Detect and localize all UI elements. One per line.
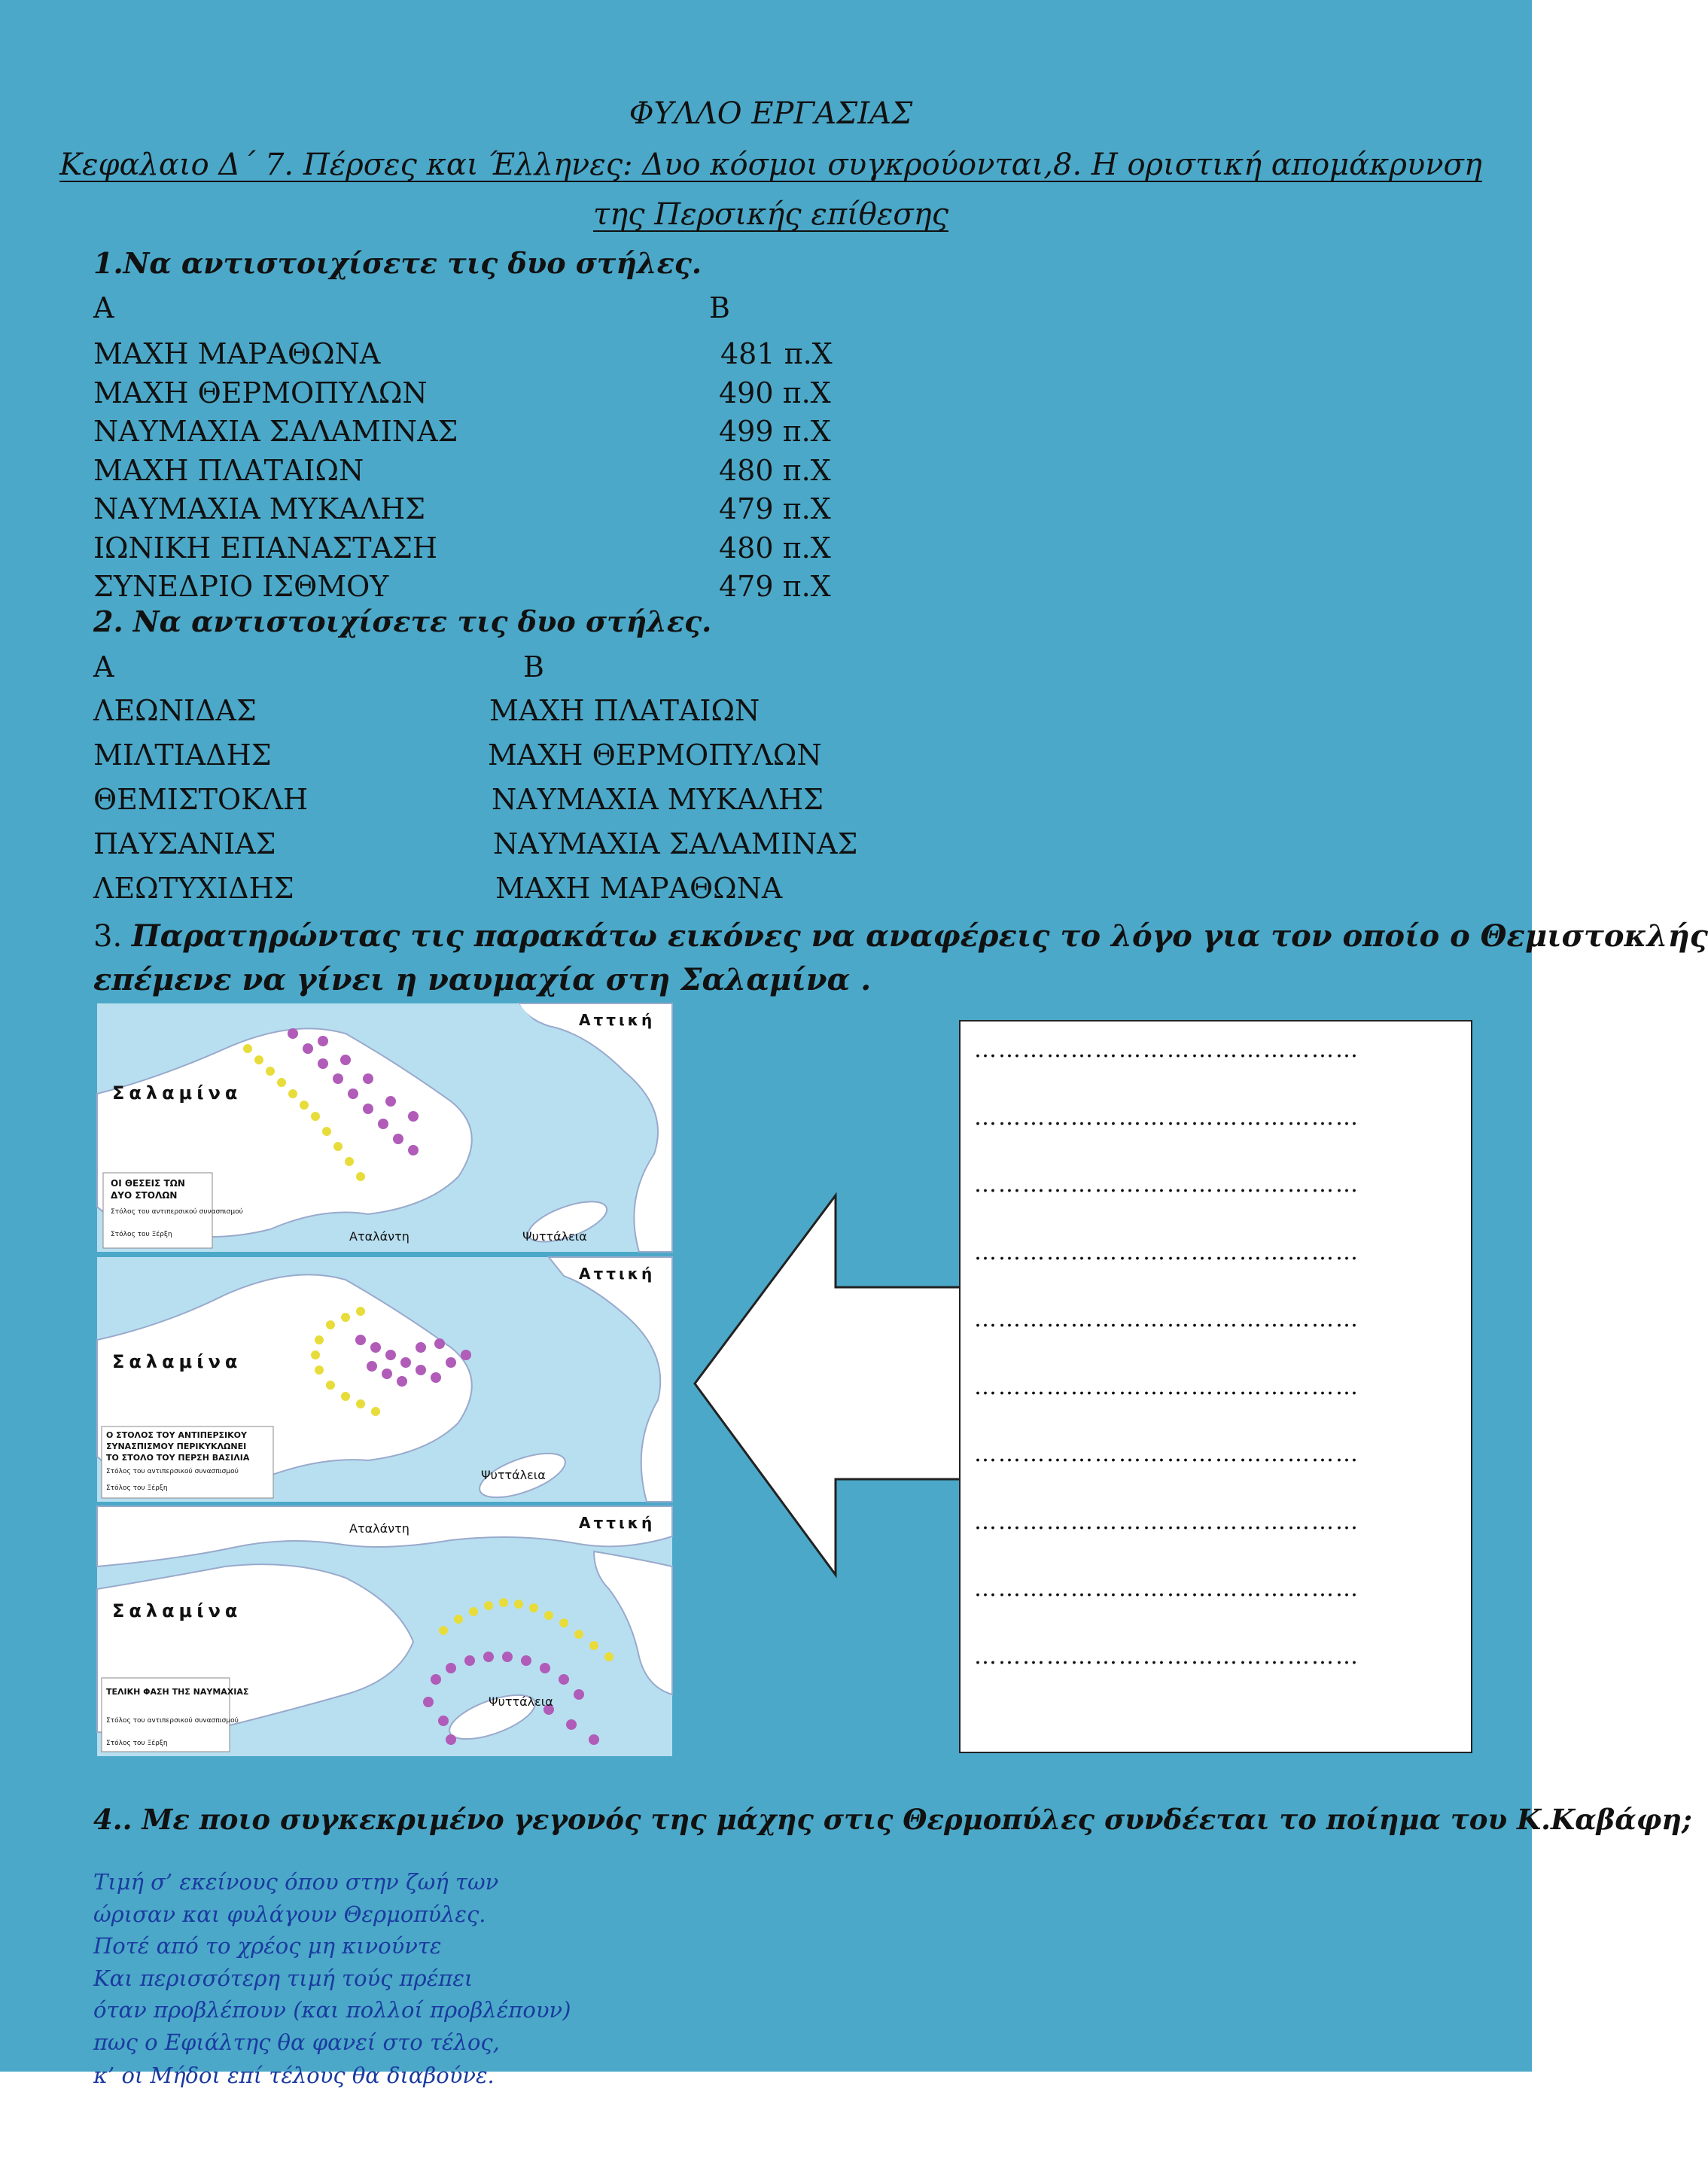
poem-line: κ’ οι Μήδοι επί τέλους θα διαβούνε. [93, 2063, 495, 2088]
map2-legend-title-1: Ο ΣΤΟΛΟΣ ΤΟΥ ΑΝΤΙΠΕΡΣΙΚΟΥ [106, 1430, 247, 1440]
answer-line[interactable]: ………………………………………… [974, 1508, 1359, 1535]
map1-place-atalanti: Αταλάντη [349, 1229, 409, 1244]
poem-line: πως ο Εφιάλτης θα φανεί στο τέλος, [93, 2029, 500, 2055]
exercise2-item-a: ΛΕΩΝΙΔΑΣ [93, 694, 257, 727]
answer-line[interactable]: ………………………………………… [974, 1643, 1359, 1670]
chapter-subtitle-line2: της Περσικής επίθεσης [592, 197, 949, 232]
exercise2-question: 2. Να αντιστοιχίσετε τις δυο στήλες. [93, 604, 712, 638]
exercise1-item-a: ΙΩΝΙΚΗ ΕΠΑΝΑΣΤΑΣΗ [93, 531, 438, 565]
exercise3-question-text: Παρατηρώντας τις παρακάτω εικόνες να αναφέρεις το λόγο για τον οποίο ο Θεμιστοκλής [131, 918, 1708, 954]
exercise1-item-b: 479 π.Χ [719, 570, 831, 603]
answer-line[interactable]: ………………………………………… [974, 1037, 1359, 1063]
map3-attica-label: Αττική [579, 1514, 656, 1532]
poem-line: ώρισαν και φυλάγουν Θερμοπύλες. [93, 1901, 486, 1927]
exercise2-item-b: ΜΑΧΗ ΜΑΡΑΘΩΝΑ [495, 872, 783, 905]
map1-legend-allied: Στόλος του αντιπερσικού συνασπισμού [111, 1208, 243, 1216]
map1-attica-label: Αττική [579, 1011, 656, 1029]
answer-line[interactable]: ………………………………………… [974, 1238, 1359, 1265]
exercise1-question: 1.Να αντιστοιχίσετε τις δυο στήλες. [93, 246, 702, 280]
answer-line[interactable]: ………………………………………… [974, 1576, 1359, 1602]
exercise2-item-b: ΝΑΥΜΑΧΙΑ ΣΑΛΑΜΙΝΑΣ [493, 827, 858, 860]
exercise2-item-b: ΜΑΧΗ ΘΕΡΜΟΠΥΛΩΝ [488, 738, 822, 772]
map1-place-psyttaleia: Ψυττάλεια [522, 1229, 587, 1244]
exercise2-col-a-header: Α [93, 650, 114, 684]
answer-line[interactable]: ………………………………………… [974, 1441, 1359, 1467]
map2-legend-persian: Στόλος του Ξέρξη [106, 1484, 168, 1492]
answer-line[interactable]: ………………………………………… [974, 1373, 1359, 1400]
exercise3-number: 3. [93, 919, 123, 954]
map2-legend-title-2: ΣΥΝΑΣΠΙΣΜΟΥ ΠΕΡΙΚΥΚΛΩΝΕΙ [106, 1442, 247, 1451]
salamis-map-2-drawing [97, 1257, 672, 1502]
exercise3-question-line2: επέμενε να γίνει η ναυμαχία στη Σαλαμίνα . [93, 962, 872, 997]
exercise1-item-b: 499 π.Χ [719, 415, 831, 448]
exercise3-question-line1 [93, 918, 1708, 954]
exercise3-answer-box[interactable] [959, 1020, 1472, 1753]
exercise1-item-b: 490 π.Χ [719, 376, 831, 410]
map2-salamis-label: Σαλαμίνα [112, 1351, 242, 1372]
exercise1-item-b: 481 π.Χ [720, 337, 833, 370]
exercise1-item-b: 479 π.Χ [719, 492, 831, 525]
map3-legend-allied: Στόλος του αντιπερσικού συνασπισμού [106, 1717, 239, 1725]
map2-legend-allied: Στόλος του αντιπερσικού συνασπισμού [106, 1468, 239, 1475]
exercise1-col-a-header: Α [93, 291, 114, 324]
exercise2-item-a: ΜΙΛΤΙΑΔΗΣ [93, 738, 272, 772]
exercise1-item-a: ΜΑΧΗ ΠΛΑΤΑΙΩΝ [93, 453, 364, 487]
salamis-map-1 [97, 1003, 672, 1252]
map1-salamis-label: Σαλαμίνα [112, 1082, 242, 1104]
map1-legend-persian: Στόλος του Ξέρξη [111, 1231, 172, 1238]
exercise2-item-a: ΘΕΜΙΣΤΟΚΛΗ [93, 783, 309, 816]
exercise4-question: 4.. Με ποιο συγκεκριμένο γεγονός της μάχης στις Θερμοπύλες συνδέεται το ποίημα του Κ.Καβάφη; [93, 1803, 1692, 1836]
map3-place-psyttaleia: Ψυττάλεια [489, 1694, 553, 1709]
exercise1-item-a: ΝΑΥΜΑΧΙΑ ΜΥΚΑΛΗΣ [93, 492, 425, 525]
map1-legend-title-2: ΔΥΟ ΣΤΟΛΩΝ [111, 1190, 178, 1201]
poem-line: Τιμή σ’ εκείνους όπου στην ζωή των [93, 1869, 499, 1895]
map3-legend-persian: Στόλος του Ξέρξη [106, 1740, 168, 1747]
exercise2-col-b-header: Β [523, 650, 544, 684]
exercise2-item-b: ΝΑΥΜΑΧΙΑ ΜΥΚΑΛΗΣ [492, 783, 824, 816]
exercise1-item-a: ΜΑΧΗ ΜΑΡΑΘΩΝΑ [93, 337, 381, 370]
map2-place-psyttaleia: Ψυττάλεια [481, 1468, 546, 1482]
worksheet-title: ΦΥΛΛΟ ΕΡΓΑΣΙΑΣ [629, 96, 913, 131]
answer-line[interactable]: ………………………………………… [974, 1104, 1359, 1131]
exercise1-item-a: ΝΑΥΜΑΧΙΑ ΣΑΛΑΜΙΝΑΣ [93, 415, 458, 448]
answer-line[interactable]: ………………………………………… [974, 1306, 1359, 1332]
map3-legend-title-1: ΤΕΛΙΚΗ ΦΑΣΗ ΤΗΣ ΝΑΥΜΑΧΙΑΣ [106, 1687, 249, 1697]
exercise2-item-b: ΜΑΧΗ ΠΛΑΤΑΙΩΝ [489, 694, 760, 727]
map3-place-atalanti: Αταλάντη [349, 1521, 409, 1536]
map3-salamis-label: Σαλαμίνα [112, 1600, 242, 1621]
map1-legend-title-1: ΟΙ ΘΕΣΕΙΣ ΤΩΝ [111, 1178, 185, 1189]
exercise1-item-a: ΜΑΧΗ ΘΕΡΜΟΠΥΛΩΝ [93, 376, 428, 410]
map2-legend-title-3: ΤΟ ΣΤΟΛΟ ΤΟΥ ΠΕΡΣΗ ΒΑΣΙΛΙΑ [106, 1453, 250, 1463]
salamis-map-3 [97, 1506, 672, 1756]
exercise2-item-a: ΠΑΥΣΑΝΙΑΣ [93, 827, 276, 860]
exercise1-item-a: ΣΥΝΕΔΡΙΟ ΙΣΘΜΟΥ [93, 570, 389, 603]
map2-attica-label: Αττική [579, 1265, 656, 1283]
exercise1-item-b: 480 π.Χ [719, 531, 831, 565]
poem-line: Ποτέ από το χρέος μη κινούντε [93, 1933, 442, 1959]
exercise1-item-b: 480 π.Χ [719, 453, 831, 487]
salamis-map-2 [97, 1257, 672, 1502]
chapter-subtitle-line1: Κεφαλαιο Δ΄ 7. Πέρσες και Έλληνες: Δυο κόσμοι συγκρούονται,8. Η οριστική απομάκρυνση [59, 148, 1482, 182]
exercise2-item-a: ΛΕΩΤΥΧΙΔΗΣ [93, 872, 294, 905]
left-arrow-shape [693, 1193, 971, 1577]
exercise1-col-b-header: Β [709, 291, 730, 324]
poem-line: Και περισσότερη τιμή τούς πρέπει [93, 1965, 473, 1991]
answer-line[interactable]: ………………………………………… [974, 1171, 1359, 1198]
poem-line: όταν προβλέπουν (και πολλοί προβλέπουν) [93, 1997, 571, 2023]
